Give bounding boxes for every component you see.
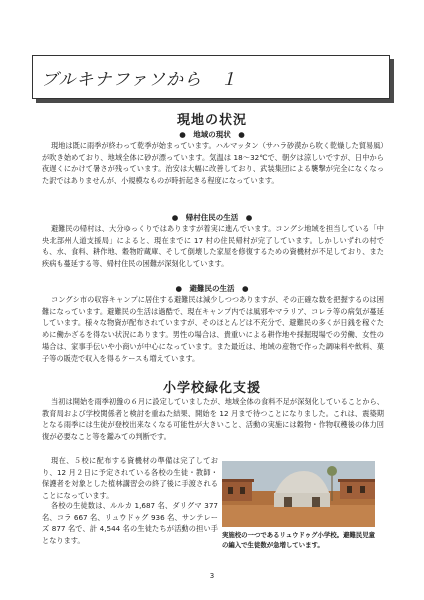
paragraph-student-counts: 各校の生徒数は、ルルカ 1,687 名、ダリグマ 377 名、コラ 667 名、リュウドゥグ 936 名、サンテレーズ 877 名で、計 4,544 名の生徒たちが活動の担い手となります。: [42, 501, 218, 546]
section-heading-school-greening: 小学校緑化支援: [162, 381, 261, 396]
paragraph-schedule: 当初は開始を雨季初盤の６月に設定していましたが、地域全体の食料不足が深刻化していることから、教育局および学校関係者と検討を重ねた結果、開始を 12 月まで待つことになりました。これは、震築期となる雨季には生徒が登校出来なくなる可能性が大きいこと、活動の実施には穀物・作物収穫後の体力回復が必要なこと等を鑑みての判断です。: [42, 397, 384, 442]
page-title: ブルキナファソから １: [32, 55, 390, 99]
photo-caption: 実施校の一つであるリュウドゥグ小学校。避難民児童の編入で生徒数が急増しています。: [222, 531, 376, 549]
section-heading-current-situation: 現地の状況: [176, 113, 247, 128]
paragraph-returnee-life: 避難民の帰村は、大分ゆっくりではありますが着実に進んでいます。コングシ地域を担当している「中央北部州人道支援局」によると、現在までに 17 村の住民帰村が完了しています。しかしいずれの村でも、水、食料、耕作地、穀物貯蔵庫、そして倒壊した家屋を修復するための資機材が不足しており、また疾病も蔓延する等、帰村住民の困難が深刻化しています。: [42, 224, 384, 269]
school-photo: [222, 461, 375, 527]
subheading-returnee-life: ● 帰村住民の生活 ●: [171, 213, 253, 222]
subheading-evacuee-life: ● 避難民の生活 ●: [175, 284, 249, 293]
paragraph-regional-status: 現地は既に雨季が終わって乾季が始まっています。ハルマッタン（サハラ砂漠から吹く乾燥した貿易風）が吹き始めており、地域全体に砂が漂っています。気温は 18～32℃で、朝夕は涼しいですが、日中から夜遅くにかけて暑さが残っています。治安は大幅に改善しており、武装集団による襲撃が完全になくなった訳ではありませんが、小規模なものが時折起きる程度になっています。: [42, 141, 384, 186]
paragraph-evacuee-life: コングシ市の収容キャンプに居住する避難民は減少しつつありますが、その正確な数を把握するのは困難になっています。避難民の生活は過酷で、現在キャンプ内では風邪やマラリア、コレラ等の病気が蔓延しています。様々な物資が配布されていますが、そのほとんどは不充分で、避難民の多くが日銭を稼ぐために働かざるを得ない状況にあります。男性の場合は、貴重いによる耕作地や採掘現場での労働、女性の場合は、家事手伝いや小商いが中心になっています。また最近は、地域の産物で作った調味料や飲料、菓子等の販売で収入を得るケースも増えています。: [42, 295, 384, 363]
subheading-regional-status: ● 地域の現状 ●: [179, 130, 245, 139]
page-number: 3: [209, 572, 215, 580]
paragraph-materials: 現在、５校に配布する資機材の準備は完了しており、12 月２日に予定されている各校の生徒・教師・保護者を対象とした植林講習会の終了後に手渡されることになっています。: [42, 456, 218, 501]
